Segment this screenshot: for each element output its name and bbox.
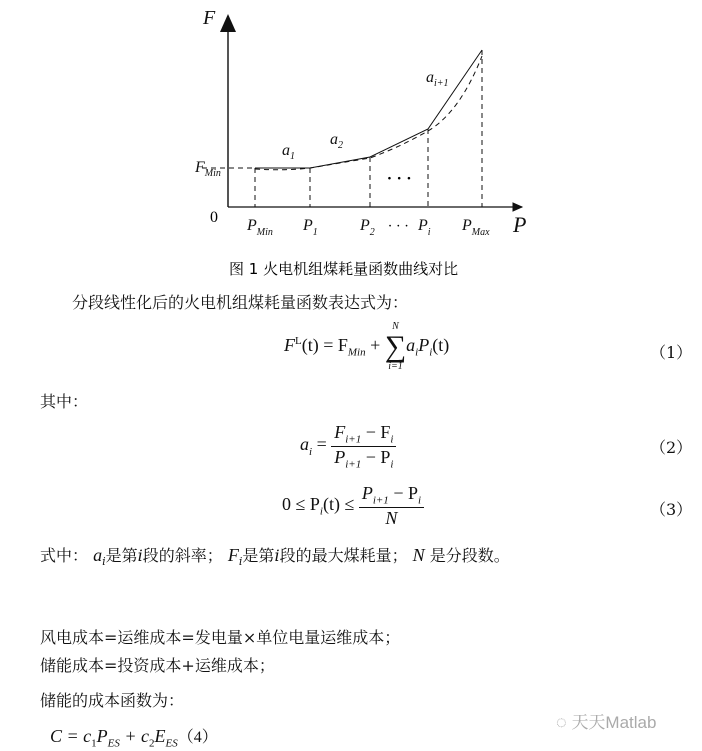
tick-p2: $P_2$ — [360, 217, 375, 238]
watermark: ◌ 天天Matlab — [556, 712, 657, 732]
equation-3: $0 \le P_i(t)$ ≤ $\frac{P_{i+1} - P_i}{N}$ — [282, 483, 424, 529]
tick-p1: $P_1$ — [303, 217, 318, 238]
tick-pi: $P_i$ — [418, 217, 431, 238]
wind-cost-text: 风电成本=运维成本=发电量×单位电量运维成本； — [40, 628, 401, 647]
slope-ai1: $a_{i+1}$ — [426, 69, 449, 89]
storage-cost-text: 储能成本=投资成本+运维成本； — [40, 656, 275, 675]
where-label: 其中： — [40, 392, 89, 411]
tick-pmax: $P_{Max}$ — [462, 217, 490, 238]
storage-function-text: 储能的成本函数为： — [40, 691, 185, 710]
figure-caption: 图 1 火电机组煤耗量函数曲线对比 — [229, 260, 459, 278]
fuel-consumption-figure — [0, 0, 702, 290]
equation-1-number: （1） — [650, 343, 693, 362]
middle-dots: · · · — [387, 171, 412, 187]
equation-1: $F^L(t) = F_{Min}$ + N ∑ i=1 $a_iP_i(t)$ — [284, 321, 450, 372]
slope-a2: $a_2$ — [330, 131, 343, 151]
intro-text: 分段线性化后的火电机组煤耗量函数表达式为： — [72, 293, 409, 312]
tick-pmin: $P_{Min}$ — [247, 217, 273, 238]
variable-description: 式中： $a_i$是第i段的斜率； $F_i$是第i段的最大煤耗量； N 是分段数。 — [40, 545, 510, 569]
y-axis-label: F — [203, 7, 216, 29]
slope-a1: $a_1$ — [282, 142, 295, 162]
equation-4: $C = c_1P_{ES} + c_2E_{ES}(4)$ — [50, 726, 218, 750]
tick-dots: · · · — [388, 219, 409, 234]
origin-label: 0 — [210, 209, 218, 226]
equation-2: $a_i$ = $\frac{F_{i+1} - F_i}{P_{i+1} - P_i}$ — [300, 422, 396, 470]
equation-3-number: （3） — [650, 500, 693, 519]
x-axis-label: P — [513, 212, 527, 237]
fmin-label: $F_{Min}$ — [195, 159, 221, 179]
equation-2-number: （2） — [650, 438, 693, 457]
wechat-icon: ◌ — [556, 712, 567, 732]
